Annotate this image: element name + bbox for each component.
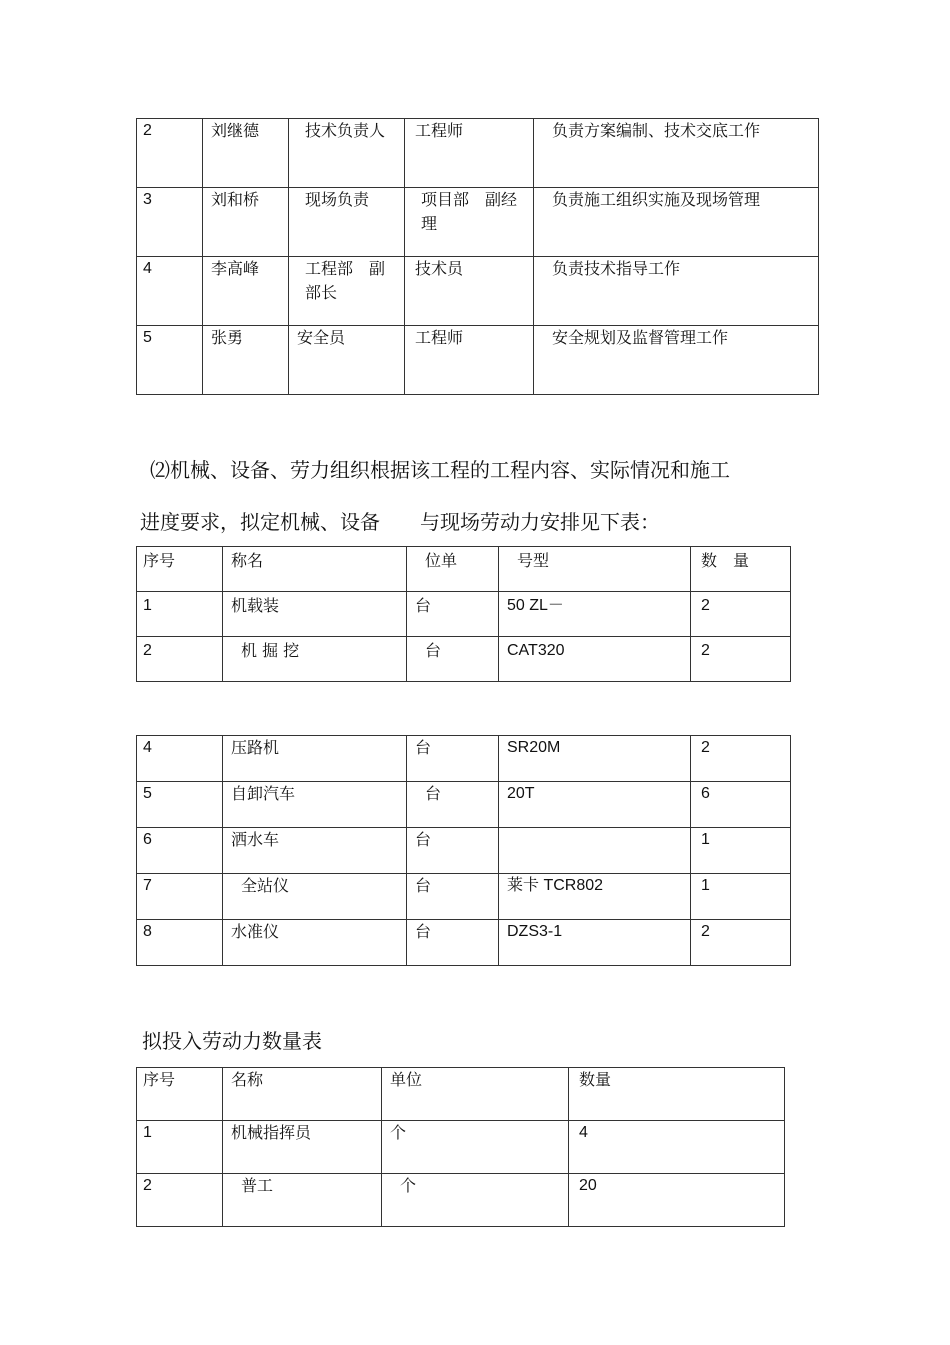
equip-no: 7 (137, 874, 223, 920)
staff-table (136, 118, 819, 395)
table-row (137, 188, 819, 257)
staff-duty: 负责方案编制、技术交底工作 (534, 119, 819, 188)
labor-qty: 20 (569, 1174, 785, 1227)
staff-name: 刘继德 (203, 119, 289, 188)
staff-title: 项目部 副经理 (405, 188, 534, 257)
table-row (137, 592, 791, 637)
header-no: 序号 (137, 547, 223, 592)
labor-no: 2 (137, 1174, 223, 1227)
labor-qty: 4 (569, 1121, 785, 1174)
equip-name: 洒水车 (223, 828, 407, 874)
equip-qty: 1 (691, 828, 791, 874)
equip-model (499, 828, 691, 874)
staff-no: 2 (137, 119, 203, 188)
staff-role: 技术负责人 (289, 119, 405, 188)
table-header-row (137, 547, 791, 592)
equip-name: 压路机 (223, 736, 407, 782)
table-row (137, 782, 791, 828)
table-row (137, 1121, 785, 1174)
staff-name: 刘和桥 (203, 188, 289, 257)
equip-name: 机 掘 挖 (223, 637, 407, 682)
staff-role: 现场负责 (289, 188, 405, 257)
staff-name: 李高峰 (203, 257, 289, 326)
header-no: 序号 (137, 1068, 223, 1121)
labor-unit: 个 (382, 1174, 569, 1227)
equip-qty: 2 (691, 736, 791, 782)
equip-name: 自卸汽车 (223, 782, 407, 828)
staff-role: 工程部 副部长 (289, 257, 405, 326)
header-qty: 数量 (569, 1068, 785, 1121)
equip-no: 6 (137, 828, 223, 874)
equip-qty: 2 (691, 637, 791, 682)
equip-model: 20T (499, 782, 691, 828)
labor-no: 1 (137, 1121, 223, 1174)
equip-model: 莱卡 TCR802 (499, 874, 691, 920)
equip-qty: 2 (691, 920, 791, 966)
table-header-row (137, 1068, 785, 1121)
labor-name: 普工 (223, 1174, 382, 1227)
staff-no: 4 (137, 257, 203, 326)
paragraph-line-2: 进度要求，拟定机械、设备 与现场劳动力安排见下表： (140, 510, 660, 534)
staff-duty: 负责技术指导工作 (534, 257, 819, 326)
equip-unit: 台 (407, 874, 499, 920)
labor-name: 机械指挥员 (223, 1121, 382, 1174)
paragraph-line-1: ⑵机械、设备、劳力组织根据该工程的工程内容、实际情况和施工 (150, 458, 730, 482)
equip-no: 8 (137, 920, 223, 966)
equip-model: SR20M (499, 736, 691, 782)
table-row (137, 119, 819, 188)
header-unit: 位单 (407, 547, 499, 592)
staff-no: 3 (137, 188, 203, 257)
equip-unit: 台 (407, 828, 499, 874)
table-row (137, 828, 791, 874)
equip-no: 2 (137, 637, 223, 682)
equip-qty: 1 (691, 874, 791, 920)
equip-qty: 2 (691, 592, 791, 637)
staff-duty: 安全规划及监督管理工作 (534, 326, 819, 395)
staff-name: 张勇 (203, 326, 289, 395)
equip-no: 5 (137, 782, 223, 828)
equip-name: 全站仪 (223, 874, 407, 920)
staff-duty: 负责施工组织实施及现场管理 (534, 188, 819, 257)
equip-no: 4 (137, 736, 223, 782)
table-row (137, 257, 819, 326)
header-unit: 单位 (382, 1068, 569, 1121)
staff-title: 技术员 (405, 257, 534, 326)
equip-model: DZS3-1 (499, 920, 691, 966)
equip-unit: 台 (407, 782, 499, 828)
staff-role: 安全员 (289, 326, 405, 395)
header-qty: 数 量 (691, 547, 791, 592)
header-model: 号型 (499, 547, 691, 592)
staff-title: 工程师 (405, 326, 534, 395)
table-row (137, 1174, 785, 1227)
equipment-table (136, 546, 791, 682)
equip-name: 水准仪 (223, 920, 407, 966)
table-row (137, 326, 819, 395)
equipment-table-continued (136, 735, 791, 966)
equip-qty: 6 (691, 782, 791, 828)
header-name: 称名 (223, 547, 407, 592)
equip-unit: 台 (407, 920, 499, 966)
labor-table (136, 1067, 785, 1227)
table-row (137, 736, 791, 782)
labor-unit: 个 (382, 1121, 569, 1174)
table-row (137, 920, 791, 966)
table-row (137, 874, 791, 920)
equip-model: CAT320 (499, 637, 691, 682)
equip-no: 1 (137, 592, 223, 637)
table-row (137, 637, 791, 682)
staff-no: 5 (137, 326, 203, 395)
equip-name: 机载装 (223, 592, 407, 637)
staff-title: 工程师 (405, 119, 534, 188)
equip-model: 50 ZL－ (499, 592, 691, 637)
equip-unit: 台 (407, 592, 499, 637)
equip-unit: 台 (407, 736, 499, 782)
header-name: 名称 (223, 1068, 382, 1121)
labor-table-caption: 拟投入劳动力数量表 (142, 1029, 322, 1053)
equip-unit: 台 (407, 637, 499, 682)
